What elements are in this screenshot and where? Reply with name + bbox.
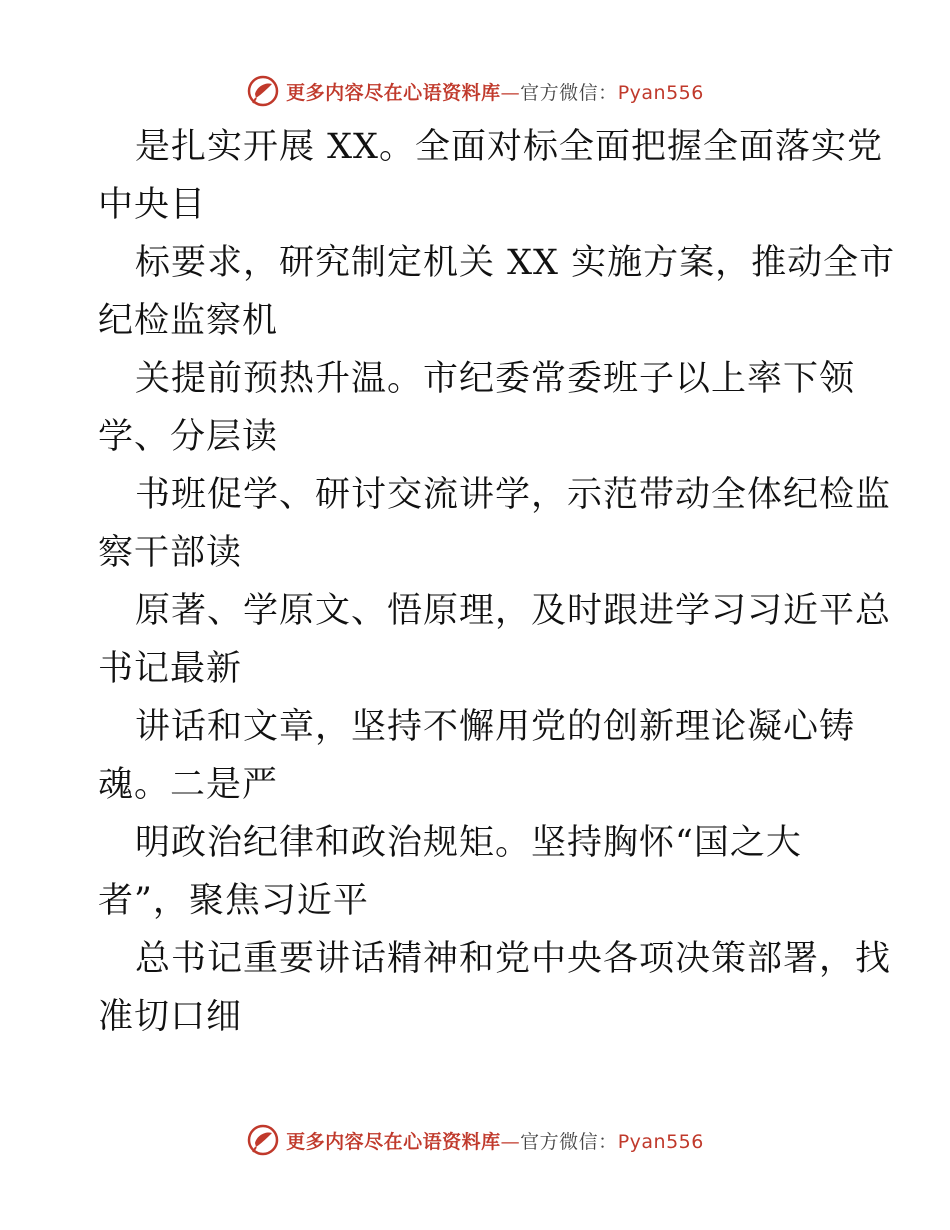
footer-watermark — [0, 1120, 950, 1160]
body-line: 总书记重要讲话精神和党中央各项决策部署，找 — [135, 939, 892, 979]
body-line: 纪检监察机 — [98, 301, 279, 341]
watermark-site-text: 更多内容尽在心语资料库 — [286, 81, 501, 104]
body-line: 中央目 — [98, 185, 207, 225]
body-line: 察干部读 — [98, 533, 243, 573]
pen-heart-logo-icon — [246, 1123, 280, 1157]
body-line: 原著、学原文、悟原理，及时跟进学习习近平总 — [135, 591, 892, 631]
watermark-text — [286, 1127, 704, 1154]
watermark-wechat-label: 官方微信： — [520, 1130, 618, 1153]
header-watermark — [0, 71, 950, 111]
watermark-wechat-label: 官方微信： — [520, 81, 618, 104]
watermark-site-text: 更多内容尽在心语资料库 — [286, 1130, 501, 1153]
body-line: 魂。二是严 — [98, 765, 279, 805]
body-line: 明政治纪律和政治规矩。坚持胸怀“国之大 — [135, 823, 802, 863]
watermark-text — [286, 78, 704, 105]
body-line: 者”，聚焦习近平 — [98, 881, 369, 921]
body-line: 关提前预热升温。市纪委常委班子以上率下领 — [135, 359, 856, 399]
body-line: 书班促学、研讨交流讲学，示范带动全体纪检监 — [135, 475, 892, 515]
body-line: 学、分层读 — [98, 417, 279, 457]
body-line: 是扎实开展 XX。全面对标全面把握全面落实党 — [135, 127, 883, 167]
body-line: 准切口细 — [98, 997, 243, 1037]
watermark-dash: — — [500, 81, 521, 104]
watermark-wechat-id: Pyan556 — [617, 81, 704, 104]
watermark-dash: — — [500, 1130, 521, 1153]
body-line: 书记最新 — [98, 649, 243, 689]
document-body — [98, 118, 896, 1046]
watermark-wechat-id: Pyan556 — [617, 1130, 704, 1153]
body-line: 标要求，研究制定机关 XX 实施方案，推动全市 — [135, 243, 896, 283]
pen-heart-logo-icon — [246, 74, 280, 108]
body-line: 讲话和文章，坚持不懈用党的创新理论凝心铸 — [135, 707, 856, 747]
